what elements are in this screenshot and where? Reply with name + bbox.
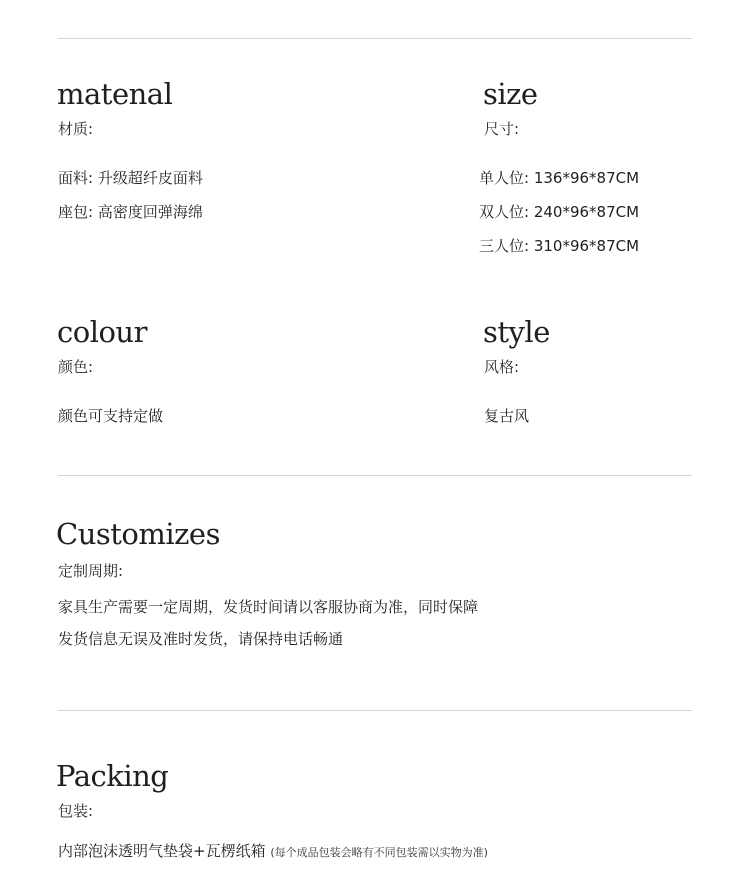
packing-main-text: 内部泡沫透明气垫袋+瓦楞纸箱 (58, 842, 266, 860)
colour-subtitle: 颜色: (58, 358, 94, 376)
material-line-fabric: 面料: 升级超纤皮面料 (58, 169, 203, 187)
size-line-double: 双人位: 240*96*87CM (479, 203, 640, 221)
divider-top (58, 38, 692, 39)
customizes-heading: Customizes (56, 517, 220, 551)
material-line-cushion: 座包: 高密度回弹海绵 (58, 203, 203, 221)
material-heading: matenal (57, 77, 173, 111)
material-subtitle: 材质: (58, 120, 94, 138)
customizes-subtitle: 定制周期: (58, 562, 124, 580)
style-line: 复古风 (484, 407, 530, 425)
colour-line: 颜色可支持定做 (58, 407, 164, 425)
style-subtitle: 风格: (484, 358, 520, 376)
size-heading: size (483, 77, 538, 111)
customizes-line-1: 家具生产需要一定周期，发货时间请以客服协商为准，同时保障 (58, 598, 479, 616)
size-line-single: 单人位: 136*96*87CM (479, 169, 640, 187)
divider-bottom (58, 710, 692, 711)
divider-middle (58, 475, 692, 476)
packing-subtitle: 包装: (58, 802, 94, 820)
packing-line (58, 844, 488, 859)
colour-heading: colour (57, 315, 147, 349)
packing-heading: Packing (56, 759, 169, 793)
size-line-triple: 三人位: 310*96*87CM (479, 237, 640, 255)
customizes-line-2: 发货信息无误及准时发货，请保持电话畅通 (58, 630, 344, 648)
style-heading: style (483, 315, 550, 349)
packing-note: (每个成品包装会略有不同包装需以实物为准) (270, 846, 488, 859)
size-subtitle: 尺寸: (484, 120, 520, 138)
